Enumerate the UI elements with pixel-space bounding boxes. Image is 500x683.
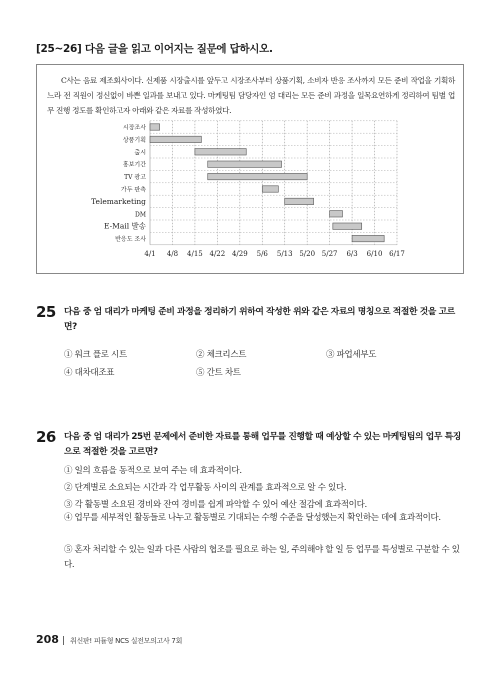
q26-option-2[interactable]: ② 단계별로 소요되는 시간과 각 업무활동 사이의 관계를 효과적으로 알 수 있다.: [64, 483, 347, 493]
q26-option-1[interactable]: ① 일의 흐름을 동적으로 보여 주는 데 효과적이다.: [64, 466, 242, 476]
page-number: 208: [36, 633, 59, 646]
gantt-bar: [285, 198, 314, 204]
gantt-bar: [330, 211, 343, 217]
gantt-bar: [195, 149, 246, 155]
q25-option-4[interactable]: ④ 대차대조표: [64, 368, 115, 378]
x-tick-label: 6/3: [346, 249, 358, 258]
q25-option-1[interactable]: ① 워크 플로 시트: [64, 350, 127, 360]
task-label: 가두 판촉: [120, 186, 146, 194]
gantt-bar: [352, 235, 384, 241]
question-26-text: 다음 중 엄 대리가 25번 문제에서 준비한 자료를 통해 업무를 진행할 때 예상할 수 있는 마케팅팀의 업무 특징으로 적절한 것을 고르면?: [64, 432, 461, 457]
x-tick-label: 5/13: [276, 249, 293, 258]
task-label: 시장조사: [122, 124, 146, 132]
task-label: 반응도 조사: [115, 236, 146, 244]
task-label: DM: [135, 211, 146, 219]
x-tick-label: 6/10: [366, 249, 383, 258]
q25-option-2[interactable]: ② 체크리스트: [196, 350, 247, 360]
x-tick-label: 4/15: [187, 249, 203, 258]
x-tick-label: 4/22: [209, 249, 226, 258]
x-tick-label: 4/8: [166, 249, 179, 258]
task-label: E-Mail 발송: [104, 221, 146, 231]
x-tick-label: 4/1: [144, 249, 156, 258]
question-25-text: 다음 중 엄 대리가 마케팅 준비 과정을 정리하기 위하여 작성한 위와 같은 자료의 명칭으로 적절한 것을 고르면?: [64, 307, 455, 332]
footer-book-title: 취신판! 피듈형 NCS 실전모의고사 7회: [70, 637, 183, 645]
gantt-bar: [150, 136, 201, 142]
gantt-bar: [262, 186, 278, 192]
task-label: 홍보기간: [122, 161, 146, 169]
gantt-bar: [208, 173, 307, 179]
gantt-bar: [208, 161, 282, 167]
gantt-bar: [150, 124, 160, 130]
task-label: Telemarketing: [91, 196, 146, 206]
footer-divider: [63, 636, 64, 645]
x-tick-label: 4/29: [231, 249, 248, 258]
q26-option-4[interactable]: ④ 업무를 세부적인 활동들로 나누고 활동별로 기대되는 수행 수준을 달성했는지 확인하는 데에 효과적이다.: [64, 513, 441, 523]
section-instruction: [25~26] 다음 글을 읽고 이어지는 질문에 답하시오.: [36, 43, 273, 55]
x-tick-label: 5/27: [321, 249, 338, 258]
gantt-bar: [333, 223, 362, 229]
task-label: 상품기획: [122, 136, 146, 144]
task-label: TV 광고: [124, 174, 146, 182]
q25-option-3[interactable]: ③ 파업세부도: [326, 350, 377, 360]
task-label: 출시: [134, 149, 146, 157]
x-tick-label: 6/17: [389, 249, 405, 258]
x-tick-label: 5/6: [256, 249, 268, 258]
x-tick-label: 5/20: [299, 249, 316, 258]
question-25-number: 25: [36, 303, 56, 321]
question-26-number: 26: [36, 428, 56, 446]
q26-option-5[interactable]: ⑤ 혼자 처리할 수 있는 일과 다른 사람의 협조를 필요로 하는 일, 주의해야 할 일 등 업무를 특성별로 구분할 수 있다.: [64, 545, 460, 570]
q25-option-5[interactable]: ⑤ 간트 차트: [196, 368, 241, 378]
passage-text: C사는 음료 제조회사이다. 신제품 시장출시를 앞두고 시장조사부터 상품기획, 소비자 반응 조사까지 모든 준비 작업을 기획하느라 전 직원이 정신없이 바쁜 일과를 보내고 있다. 마케팅팀 담당자인 엄 대리는 모든 준비 과정을 일목요연하게 정리하여 팀별 업무 진행 정도를 확인하고자 아래와 같은 자료를 작성하였다.: [47, 76, 455, 115]
q26-option-3[interactable]: ③ 각 활동별 소요된 경비와 잔여 경비를 쉽게 파악할 수 있어 예산 절감에 효과적이다.: [64, 500, 367, 510]
